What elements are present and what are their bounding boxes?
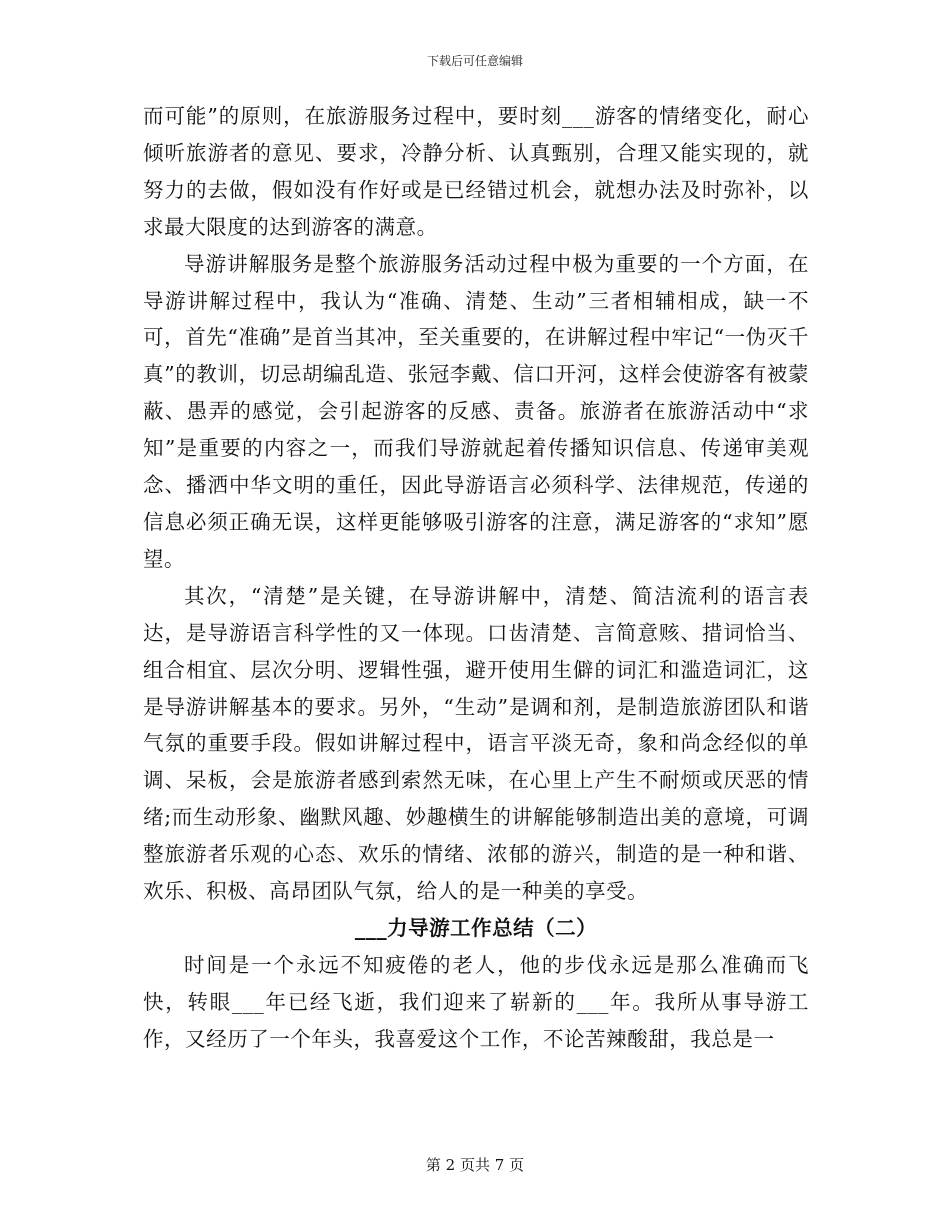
section-title: ___力导游工作总结（二）	[354, 915, 598, 940]
page-header: 下载后可任意编辑	[426, 54, 523, 68]
paragraph-clarity: 其次，“清楚”是关键，在导游讲解中，清楚、简洁流利的语言表达，是导游语言科学性的又一体现。口齿清楚、言简意赅、措词恰当、组合相宜、层次分明、逻辑性强，避开使用生僻的词汇和滥造词汇，这是导游讲解基本的要求。另外，“生动”是调和剂，是制造旅游团队和谐气氛的重要手段。假如讲解过程中，语言平淡无奇，象和尚念经似的单调、呆板，会是旅游者感到索然无味，在心里上产生不耐烦或厌恶的情绪;而生动形象、幽默风趣、妙趣横生的讲解能够制造出美的意境，可调整旅游者乐观的心态、欢乐的情绪、浓郁的游兴，制造的是一种和谐、欢乐、积极、高昂团队气氛，给人的是一种美的享受。	[143, 583, 809, 904]
page-footer: 第 2 页共 7 页	[425, 1156, 525, 1174]
paragraph-guide-explanation: 导游讲解服务是整个旅游服务活动过程中极为重要的一个方面，在导游讲解过程中，我认为“准确、清楚、生动”三者相辅相成，缺一不可，首先“准确”是首当其冲，至关重要的，在讲解过程中牢记“一伪灭千真”的教训，切忌胡编乱造、张冠李戴、信口开河，这样会使游客有被蒙蔽、愚弄的感觉，会引起游客的反感、责备。旅游者在旅游活动中“求知”是重要的内容之一，而我们导游就起着传播知识信息、传递审美观念、播洒中华文明的重任，因此导游语言必须科学、法律规范，传递的信息必须正确无误，这样更能够吸引游客的注意，满足游客的“求知”愿望。	[143, 251, 809, 571]
paragraph-section-intro: 时间是一个永远不知疲倦的老人，他的步伐永远是那么准确而飞快，转眼___年已经飞逝，我们迎来了崭新的___年。我所从事导游工作，又经历了一个年头，我喜爱这个工作，不论苦辣酸甜，我总是一	[143, 952, 809, 1051]
document-body	[143, 98, 809, 1058]
paragraph-continued: 而可能”的原则，在旅游服务过程中，要时刻___游客的情绪变化，耐心倾听旅游者的意见、要求，冷静分析、认真甄别，合理又能实现的，就努力的去做，假如没有作好或是已经错过机会，就想办法及时弥补，以求最大限度的达到游客的满意。	[143, 104, 809, 239]
